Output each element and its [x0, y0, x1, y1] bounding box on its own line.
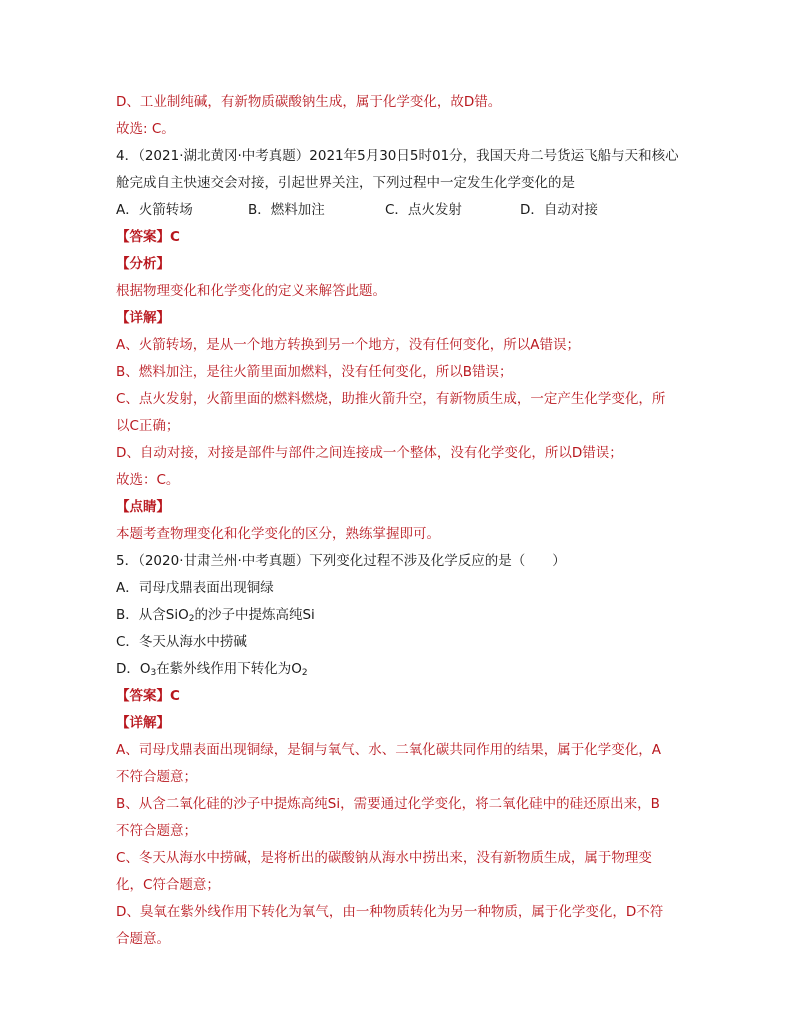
- prev-explanation-d: D、工业制纯碱，有新物质碳酸钠生成，属于化学变化，故D错。: [116, 94, 502, 110]
- q5-answer: 【答案】C: [116, 688, 180, 704]
- q4-stem-line2: 舱完成自主快速交会对接，引起世界关注，下列过程中一定发生化学变化的是: [116, 175, 575, 191]
- q5-detail-heading: 【详解】: [116, 715, 170, 731]
- q5-detail-c-line1: C、冬天从海水中捞碱，是将析出的碳酸钠从海水中捞出来，没有新物质生成，属于物理变: [116, 850, 652, 866]
- q5-option-d-sub1: 3: [150, 668, 157, 678]
- q4-detail-c-line1: C、点火发射，火箭里面的燃料燃烧，助推火箭升空，有新物质生成，一定产生化学变化，所: [116, 391, 666, 407]
- q4-point-heading: 【点睛】: [116, 499, 170, 515]
- q4-choice: 故选：C。: [116, 472, 180, 488]
- q4-option-c: C．点火发射: [385, 202, 462, 218]
- q5-detail-d-line2: 合题意。: [116, 931, 170, 947]
- q5-detail-a-line2: 不符合题意；: [116, 769, 197, 785]
- q5-detail-d-line1: D、臭氧在紫外线作用下转化为氧气，由一种物质转化为另一种物质，属于化学变化，D不符: [116, 904, 664, 920]
- q5-option-d-sub2: 2: [301, 668, 308, 678]
- q5-option-a: A．司母戊鼎表面出现铜绿: [116, 580, 274, 596]
- q5-option-d: [116, 660, 308, 678]
- q4-option-b: B．燃料加注: [248, 202, 325, 218]
- q4-analysis-text: 根据物理变化和化学变化的定义来解答此题。: [116, 283, 386, 299]
- q5-stem: 5．（2020·甘肃兰州·中考真题）下列变化过程不涉及化学反应的是（ ）: [116, 553, 566, 569]
- prev-choice: 故选: C。: [116, 121, 175, 137]
- q4-analysis-heading: 【分析】: [116, 256, 170, 272]
- q4-option-a: A．火箭转场: [116, 202, 193, 218]
- q4-stem-line1: 4．（2021·湖北黄冈·中考真题）2021年5月30日5时01分，我国天舟二号货运飞船与天和核心: [116, 148, 679, 164]
- q5-option-c: C．冬天从海水中捞碱: [116, 634, 247, 650]
- q4-detail-a: A、火箭转场，是从一个地方转换到另一个地方，没有任何变化，所以A错误；: [116, 337, 580, 353]
- q4-detail-d: D、自动对接，对接是部件与部件之间连接成一个整体，没有化学变化，所以D错误；: [116, 445, 623, 461]
- q4-detail-b: B、燃料加注，是往火箭里面加燃料，没有任何变化，所以B错误；: [116, 364, 513, 380]
- q5-option-d-mid: 在紫外线作用下转化为O: [156, 661, 302, 677]
- q5-option-b-pre: B．从含SiO: [116, 607, 189, 623]
- q4-detail-c-line2: 以C正确；: [116, 418, 180, 434]
- q4-answer: 【答案】C: [116, 229, 180, 245]
- q4-option-d: D．自动对接: [520, 202, 598, 218]
- q5-detail-b-line1: B、从含二氧化硅的沙子中提炼高纯Si，需要通过化学变化，将二氧化硅中的硅还原出来，B: [116, 796, 660, 812]
- q4-detail-heading: 【详解】: [116, 310, 170, 326]
- q4-options: [0, 201, 794, 219]
- q5-detail-a-line1: A、司母戊鼎表面出现铜绿，是铜与氧气、水、二氧化碳共同作用的结果，属于化学变化，A: [116, 742, 661, 758]
- q5-option-b: [116, 606, 315, 624]
- q5-detail-c-line2: 化，C符合题意；: [116, 877, 220, 893]
- q5-option-b-post: 的沙子中提炼高纯Si: [194, 607, 315, 623]
- q5-option-b-sub: 2: [188, 614, 195, 624]
- q4-point-text: 本题考查物理变化和化学变化的区分，熟练掌握即可。: [116, 526, 440, 542]
- q5-option-d-pre: D．O: [116, 661, 151, 677]
- q5-detail-b-line2: 不符合题意；: [116, 823, 197, 839]
